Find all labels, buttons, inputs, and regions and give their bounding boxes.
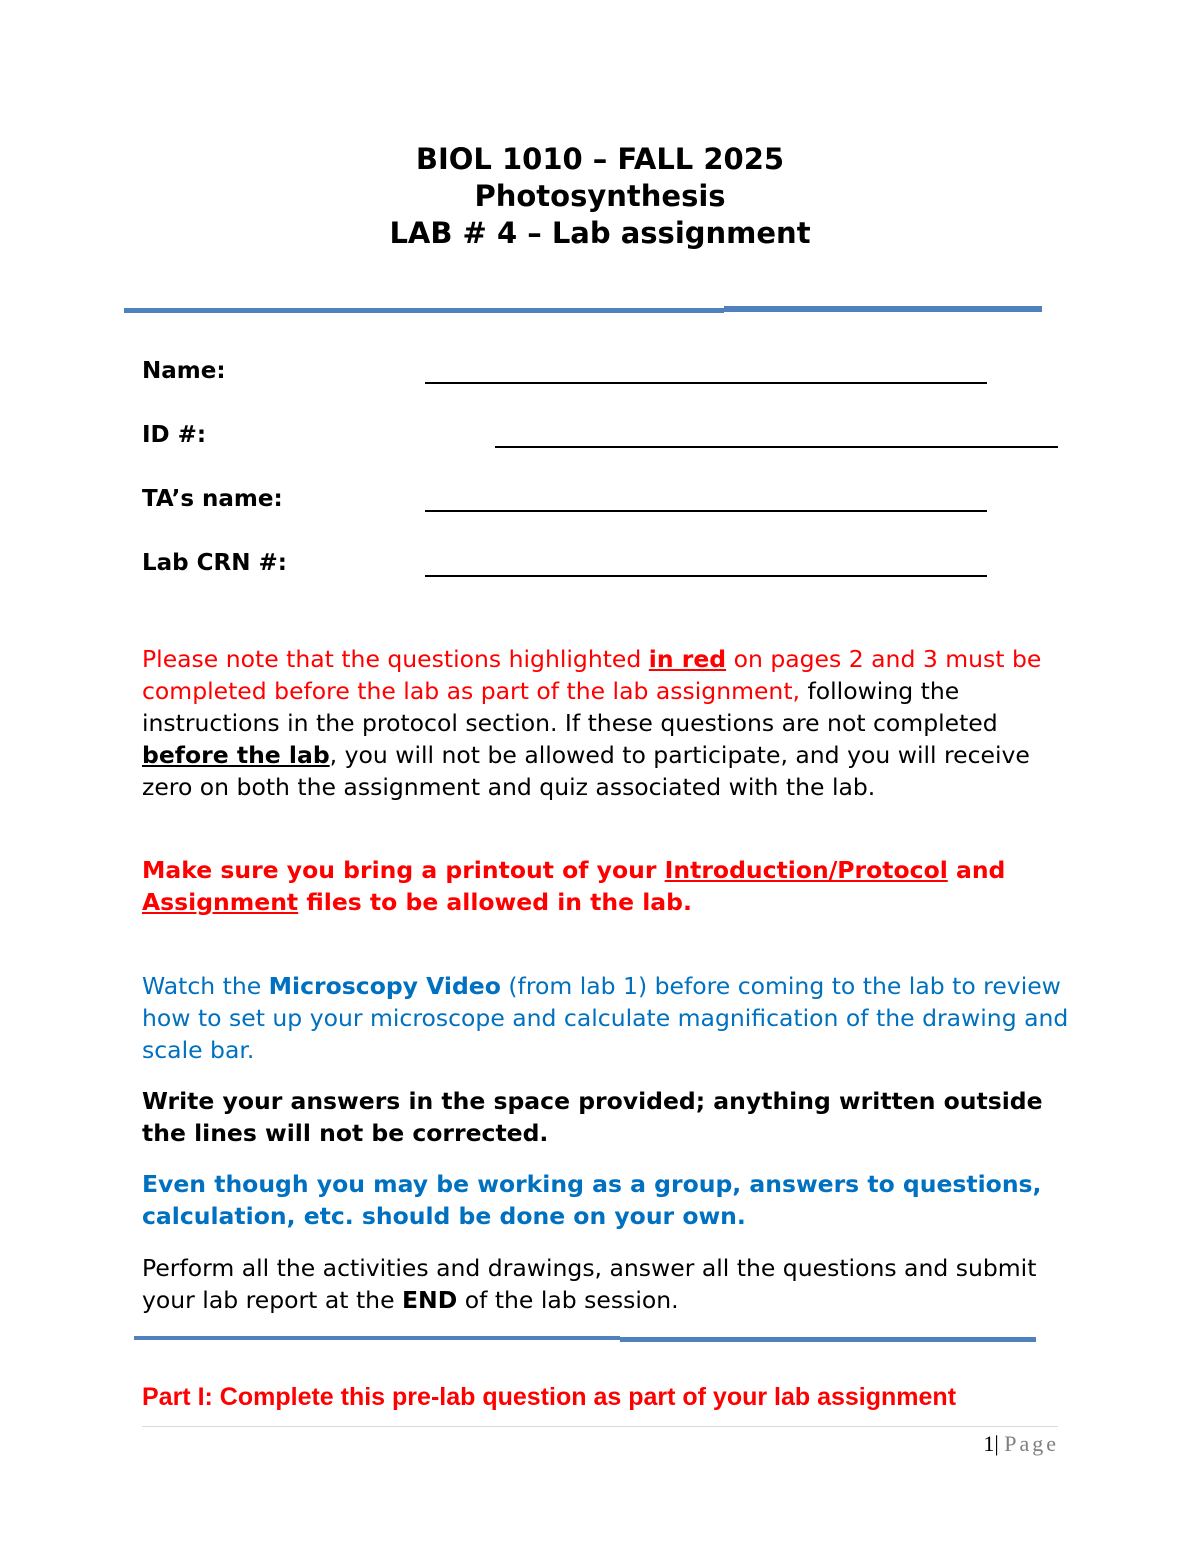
bottom-divider-right: [620, 1337, 1036, 1342]
page-footer: 1| Page: [983, 1431, 1059, 1456]
microscopy-video-title: Microscopy Video: [268, 972, 501, 1000]
course-title: BIOL 1010 – FALL 2025: [415, 142, 785, 176]
top-divider: [124, 308, 724, 313]
top-divider-right: [724, 306, 1042, 312]
bottom-divider: [134, 1336, 620, 1340]
id-label: ID #:: [142, 422, 207, 448]
write-answers-note: Write your answers in the space provided; anything written outside the lines will not be corrected.: [142, 1087, 1043, 1147]
group-work-note: Even though you may be working as a group, answers to questions, calculation, etc. should be done on your own.: [142, 1170, 1042, 1230]
pre-lab-note: Please note that the questions highlighted in red on pages 2 and 3 must be completed before the lab as part of the lab assignment, following the instructions in the protocol section. If these questions are not completed before the lab, you will not be allowed to participate, and you will receive zero on both the assignment and quiz associated with the lab.: [142, 645, 1042, 801]
crn-input-line[interactable]: [425, 575, 987, 577]
perform-note: Perform all the activities and drawings, answer all the questions and submit your lab report at the END of the lab session.: [142, 1254, 1037, 1314]
name-input-line[interactable]: [425, 382, 987, 384]
before-lab-emphasis: before the lab: [142, 741, 330, 769]
in-red-emphasis: in red: [648, 645, 727, 673]
page-label: Page: [1004, 1431, 1059, 1456]
page-number: 1: [983, 1431, 995, 1456]
topic-title: Photosynthesis: [474, 179, 726, 213]
ta-label: TA’s name:: [142, 486, 283, 512]
lab-title: LAB # 4 – Lab assignment: [389, 216, 811, 250]
assignment-link[interactable]: Assignment: [142, 888, 299, 916]
part-one-heading: Part I: Complete this pre-lab question as part of your lab assignment: [142, 1383, 957, 1411]
ta-input-line[interactable]: [425, 510, 987, 512]
printout-note: Make sure you bring a printout of your Introduction/Protocol and Assignment files to be allowed in the lab.: [142, 856, 1006, 916]
footer-divider: [142, 1426, 1058, 1427]
microscopy-video-note: Watch the Microscopy Video (from lab 1) before coming to the lab to review how to set up your microscope and calculate magnification of the drawing and scale bar.: [142, 972, 1069, 1064]
introduction-protocol-link[interactable]: Introduction/Protocol: [664, 856, 948, 884]
crn-label: Lab CRN #:: [142, 550, 287, 576]
name-label: Name:: [142, 358, 226, 384]
id-input-line[interactable]: [495, 446, 1058, 448]
